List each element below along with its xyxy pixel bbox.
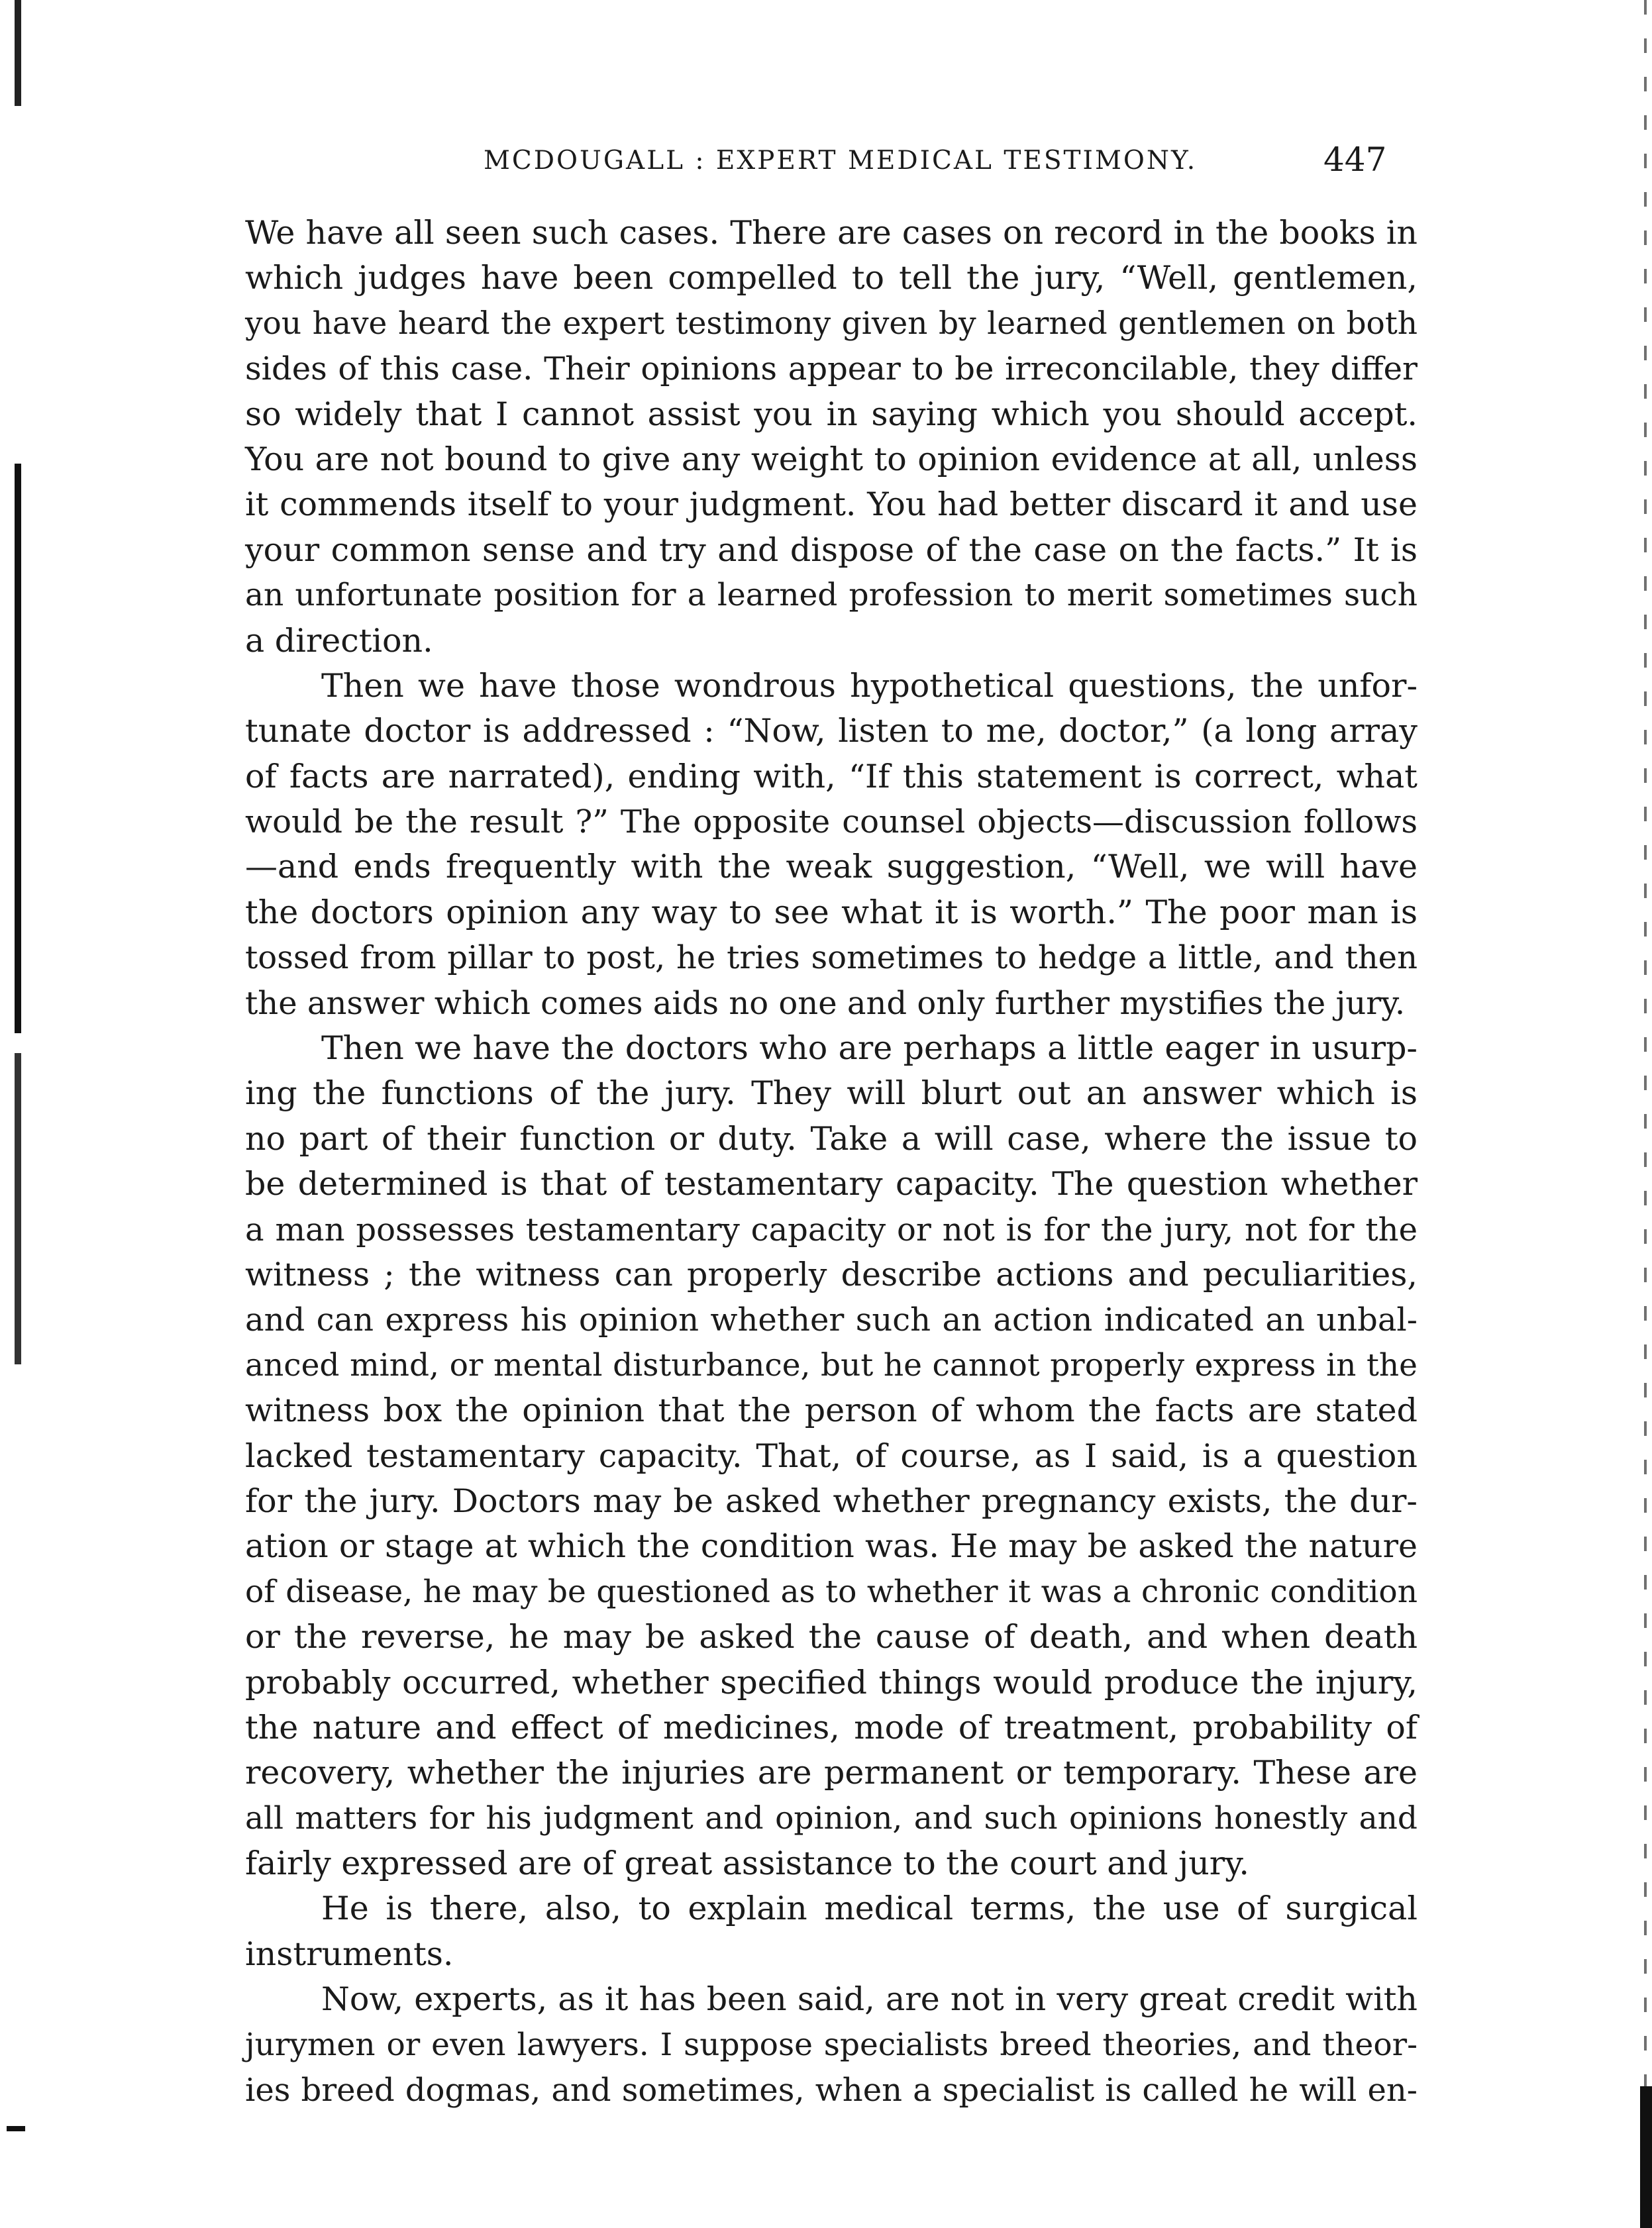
text-line: it commends itself to your judgment. You had better discard it and use	[245, 485, 1418, 524]
text-line: a direction.	[245, 621, 433, 660]
text-line: We have all seen such cases. There are cases on record in the books in	[245, 214, 1418, 252]
text-line: tunate doctor is addressed : “Now, listen to me, doctor,” (a long array	[245, 712, 1418, 750]
text-line: ing the functions of the jury. They will blurt out an answer which is	[245, 1074, 1418, 1113]
scan-edge-left	[15, 0, 21, 2228]
scan-edge-right	[1644, 0, 1647, 2228]
text-line: be determined is that of testamentary capacity. The question whether	[245, 1165, 1418, 1203]
running-title: MCDOUGALL : EXPERT MEDICAL TESTIMONY.	[484, 146, 1198, 176]
text-line: of facts are narrated), ending with, “If this statement is correct, what	[245, 757, 1418, 795]
text-line: of disease, he may be questioned as to whether it was a chronic condition	[245, 1573, 1418, 1610]
text-line: Then we have those wondrous hypothetical questions, the unfor-	[321, 666, 1418, 705]
text-line: no part of their function or duty. Take a will case, where the issue to	[245, 1119, 1418, 1158]
text-line: your common sense and try and dispose of the case on the facts.” It is	[245, 531, 1418, 569]
text-line: the doctors opinion any way to see what it is worth.” The poor man is	[245, 893, 1418, 931]
text-line: —and ends frequently with the weak suggestion, “Well, we will have	[245, 848, 1418, 886]
text-line: all matters for his judgment and opinion, and such opinions honestly and	[245, 1799, 1418, 1837]
text-line: witness box the opinion that the person of whom the facts are stated	[245, 1392, 1418, 1430]
text-line: and can express his opinion whether such an action indicated an unbal-	[245, 1301, 1418, 1339]
text-line: ies breed dogmas, and sometimes, when a specialist is called he will en-	[245, 2072, 1418, 2109]
text-line: so widely that I cannot assist you in saying which you should accept.	[245, 395, 1418, 433]
text-line: for the jury. Doctors may be asked whether pregnancy exists, the dur-	[245, 1482, 1418, 1520]
body-text	[245, 211, 1418, 2113]
text-line: an unfortunate position for a learned profession to merit sometimes such	[245, 577, 1418, 614]
text-line: which judges have been compelled to tell the jury, “Well, gentlemen,	[245, 259, 1418, 297]
text-line: the answer which comes aids no one and only further mystifies the jury.	[245, 984, 1406, 1022]
text-line: the nature and effect of medicines, mode of treatment, probability of	[245, 1708, 1418, 1747]
text-line: probably occurred, whether specified things would produce the injury,	[245, 1663, 1418, 1701]
text-line: would be the result ?” The opposite counsel objects—discussion follows	[245, 803, 1418, 841]
text-line: fairly expressed are of great assistance to the court and jury.	[245, 1845, 1249, 1883]
scan-mark-left	[7, 2126, 25, 2131]
text-line: you have heard the expert testimony given by learned gentlemen on both	[245, 305, 1418, 342]
text-line: You are not bound to give any weight to opinion evidence at all, unless	[245, 440, 1418, 478]
page-number: 447	[1323, 140, 1387, 179]
text-line: lacked testamentary capacity. That, of course, as I said, is a question	[245, 1437, 1418, 1475]
text-line: ation or stage at which the condition was. He may be asked the nature	[245, 1527, 1418, 1566]
text-line: or the reverse, he may be asked the cause of death, and when death	[245, 1618, 1418, 1656]
text-line: anced mind, or mental disturbance, but he cannot properly express in the	[245, 1346, 1418, 1384]
text-line: jurymen or even lawyers. I suppose specialists breed theories, and theor-	[245, 2026, 1418, 2063]
scan-edge-right-bottom	[1640, 2086, 1652, 2228]
text-line: Now, experts, as it has been said, are not in very great credit with	[321, 1980, 1418, 2019]
text-line: tossed from pillar to post, he tries sometimes to hedge a little, and then	[245, 939, 1418, 977]
text-line: sides of this case. Their opinions appear to be irreconcilable, they differ	[245, 350, 1418, 388]
text-line: a man possesses testamentary capacity or not is for the jury, not for the	[245, 1211, 1418, 1248]
text-line: recovery, whether the injuries are permanent or temporary. These are	[245, 1754, 1418, 1792]
text-line: instruments.	[245, 1935, 454, 1973]
text-line: Then we have the doctors who are perhaps a little eager in usurp-	[321, 1029, 1418, 1068]
running-header	[484, 131, 1411, 177]
text-line: He is there, also, to explain medical terms, the use of surgical	[321, 1890, 1418, 1928]
text-line: witness ; the witness can properly describe actions and peculiarities,	[245, 1255, 1418, 1293]
